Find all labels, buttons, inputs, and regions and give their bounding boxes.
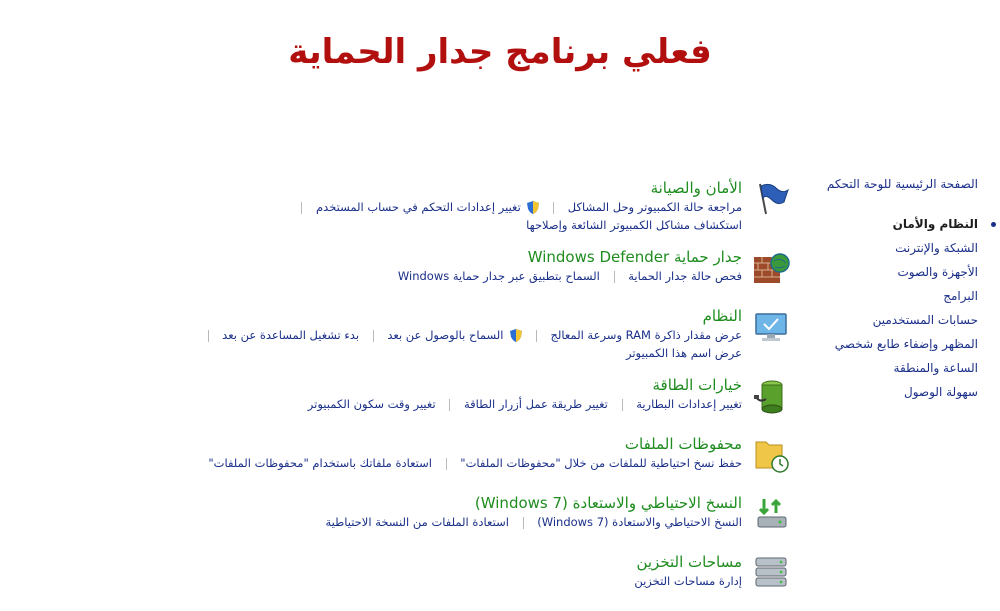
sidebar [778, 170, 978, 404]
backup-restore-link[interactable]: النسخ الاحتياطي والاستعادة (Windows 7) [537, 515, 742, 529]
category-title[interactable]: النسخ الاحتياطي والاستعادة (Windows 7) [474, 494, 742, 512]
banner-title: فعلي برنامج جدار الحماية [288, 32, 712, 72]
sidebar-item-programs[interactable]: البرامج [943, 289, 978, 303]
category-backup-restore [170, 493, 790, 539]
category-title[interactable]: خيارات الطاقة [652, 376, 742, 394]
category-title[interactable]: جدار حماية Windows Defender [527, 248, 742, 266]
sidebar-home-link[interactable]: الصفحة الرئيسية للوحة التحكم [826, 177, 978, 191]
category-title[interactable]: محفوظات الملفات [624, 435, 742, 453]
category-title[interactable]: مساحات التخزين [636, 553, 742, 571]
sidebar-item-network[interactable]: الشبكة والإنترنت [895, 241, 978, 255]
remote-assistance-link[interactable]: بدء تشغيل المساعدة عن بعد [222, 328, 360, 342]
category-list [170, 178, 790, 611]
save-backup-link[interactable]: حفظ نسخ احتياطية للملفات من خلال "محفوظات الملفات" [460, 456, 742, 470]
sidebar-item-user-accounts[interactable]: حسابات المستخدمين [872, 313, 978, 327]
category-system [170, 306, 790, 362]
flag-icon [752, 180, 790, 218]
link-separator [614, 271, 615, 283]
link-separator [553, 202, 554, 214]
firewall-icon [752, 249, 790, 287]
uac-shield-icon [527, 201, 539, 214]
sidebar-item-system-security[interactable]: النظام والأمان [778, 212, 978, 236]
restore-from-backup-link[interactable]: استعادة الملفات من النسخة الاحتياطية [325, 515, 509, 529]
link-separator [208, 330, 209, 342]
file-history-icon [752, 436, 790, 474]
category-title[interactable]: النظام [702, 307, 742, 325]
category-firewall [170, 247, 790, 293]
category-storage-spaces [170, 552, 790, 598]
system-monitor-icon [752, 308, 790, 346]
link-separator [622, 399, 623, 411]
allow-app-link[interactable]: السماح بتطبيق عبر جدار حماية Windows [397, 269, 600, 283]
manage-storage-link[interactable]: إدارة مساحات التخزين [634, 574, 742, 588]
power-buttons-link[interactable]: تغيير طريقة عمل أزرار الطاقة [463, 397, 608, 411]
sidebar-item-hardware-sound[interactable]: الأجهزة والصوت [897, 265, 978, 279]
troubleshoot-link[interactable]: استكشاف مشاكل الكمبيوتر الشائعة وإصلاحها [526, 218, 742, 232]
category-file-history [170, 434, 790, 480]
sidebar-list [778, 212, 978, 404]
sleep-time-link[interactable]: تغيير وقت سكون الكمبيوتر [307, 397, 436, 411]
allow-remote-access-link[interactable]: السماح بالوصول عن بعد [387, 328, 504, 342]
battery-settings-link[interactable]: تغيير إعدادات البطارية [636, 397, 742, 411]
restore-files-link[interactable]: استعادة ملفاتك باستخدام "محفوظات الملفات" [208, 456, 432, 470]
computer-name-link[interactable]: عرض اسم هذا الكمبيوتر [626, 346, 742, 360]
link-separator [536, 330, 537, 342]
storage-spaces-icon [752, 554, 790, 592]
backup-restore-icon [752, 495, 790, 533]
battery-icon [752, 377, 790, 415]
link-separator [523, 517, 524, 529]
sidebar-item-clock-region[interactable]: الساعة والمنطقة [893, 361, 978, 375]
link-separator [301, 202, 302, 214]
link-separator [446, 458, 447, 470]
category-power [170, 375, 790, 421]
uac-shield-icon [510, 329, 522, 342]
review-status-link[interactable]: مراجعة حالة الكمبيوتر وحل المشاكل [567, 200, 742, 214]
link-separator [373, 330, 374, 342]
sidebar-item-ease-of-access[interactable]: سهولة الوصول [904, 385, 978, 399]
check-firewall-link[interactable]: فحص حالة جدار الحماية [628, 269, 742, 283]
category-security-maintenance [170, 178, 790, 234]
view-ram-link[interactable]: عرض مقدار ذاكرة RAM وسرعة المعالج [550, 328, 742, 342]
link-separator [449, 399, 450, 411]
category-title[interactable]: الأمان والصيانة [650, 179, 742, 197]
uac-settings-link[interactable]: تغيير إعدادات التحكم في حساب المستخدم [316, 200, 521, 214]
sidebar-item-appearance[interactable]: المظهر وإضفاء طابع شخصي [834, 337, 978, 351]
